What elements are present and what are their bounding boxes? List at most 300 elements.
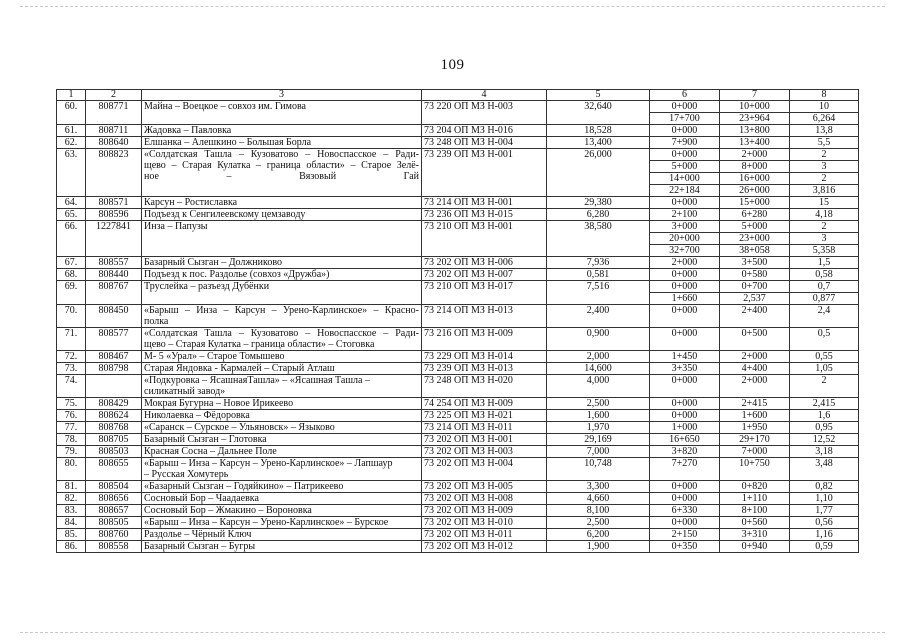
road-id-cell: 73 248 ОП МЗ Н-020 <box>422 375 547 398</box>
section-length-cell <box>790 328 859 351</box>
section-length-cell-line: 2,4 <box>817 305 831 316</box>
road-id-cell: 73 210 ОП МЗ Н-017 <box>422 281 547 305</box>
road-name-cell-line: Елшанка – Алешкино – Большая Борла <box>144 137 312 148</box>
road-name-cell-line: Красная Сосна – Дальнее Поле <box>144 446 277 457</box>
km-end-cell <box>720 410 790 422</box>
length-cell: 0,581 <box>547 269 650 281</box>
road-id-cell: 73 204 ОП МЗ Н-016 <box>422 125 547 137</box>
road-name-cell-line: Раздолье – Чёрный Ключ <box>144 529 252 540</box>
road-id-cell: 73 214 ОП МЗ Н-001 <box>422 197 547 209</box>
km-end-cell-line: 1+600 <box>741 410 768 421</box>
section-length-cell-line: 10 <box>819 101 829 112</box>
section-length-cell <box>790 434 859 446</box>
road-name-cell-line: Сосновый Бор – Чаадаевка <box>144 493 259 504</box>
length-cell: 14,600 <box>547 363 650 375</box>
road-code-cell: 808504 <box>86 481 142 493</box>
section-length-cell <box>790 422 859 434</box>
section-length-cell-line: 1,05 <box>815 363 833 374</box>
km-start-cell-line: 5+000 <box>650 160 719 172</box>
km-start-cell-line: 0+000 <box>671 101 698 112</box>
road-name-cell-line: «Барыш – Инза – Карсун – Урено-Карлинское» – Красно- <box>144 305 419 316</box>
road-name-cell-line: Базарный Сызган – Должниково <box>144 257 283 268</box>
row-number-cell: 75. <box>57 398 86 410</box>
km-end-cell <box>720 434 790 446</box>
road-name-cell-line <box>144 182 419 193</box>
road-id-cell: 73 225 ОП МЗ Н-021 <box>422 410 547 422</box>
table-row <box>57 269 859 281</box>
km-end-cell <box>720 125 790 137</box>
road-code-cell: 808656 <box>86 493 142 505</box>
row-number-cell: 76. <box>57 410 86 422</box>
road-name-cell-line: «Барыш – Инза – Карсун – Урено-Карлинское» – Бурское <box>144 517 389 528</box>
section-length-cell-line: 4,18 <box>815 209 833 220</box>
column-header: 6 <box>650 90 720 101</box>
km-end-cell <box>720 529 790 541</box>
row-number-cell: 77. <box>57 422 86 434</box>
km-end-cell-line: 0+940 <box>741 541 768 552</box>
road-name-cell-line <box>144 243 419 254</box>
km-start-cell <box>650 149 720 197</box>
row-number-cell: 72. <box>57 351 86 363</box>
km-end-cell-line: 6+280 <box>741 209 768 220</box>
section-length-cell <box>790 351 859 363</box>
section-length-cell-line: 12,52 <box>812 434 836 445</box>
table-row <box>57 305 859 328</box>
km-end-cell-line: 2+415 <box>741 398 768 409</box>
km-start-cell <box>650 305 720 328</box>
section-length-cell <box>790 305 859 328</box>
km-end-cell <box>720 422 790 434</box>
road-code-cell: 808467 <box>86 351 142 363</box>
road-code-cell: 808657 <box>86 505 142 517</box>
road-name-cell-line: полка <box>144 316 169 327</box>
road-name-cell-line: М- 5 «Урал» – Старое Томышево <box>144 351 285 362</box>
table-row <box>57 410 859 422</box>
road-name-cell <box>142 197 422 209</box>
km-end-cell-line: 7+000 <box>741 446 768 457</box>
road-code-cell: 808624 <box>86 410 142 422</box>
table-row <box>57 398 859 410</box>
km-end-cell <box>720 137 790 149</box>
section-length-cell <box>790 481 859 493</box>
road-code-cell: 808767 <box>86 281 142 305</box>
km-end-cell-line: 10+750 <box>739 458 770 469</box>
table-row <box>57 125 859 137</box>
section-length-cell <box>790 149 859 197</box>
column-header: 1 <box>57 90 86 101</box>
km-end-cell-line: 8+000 <box>720 160 789 172</box>
road-name-cell <box>142 125 422 137</box>
road-id-cell: 73 229 ОП МЗ Н-014 <box>422 351 547 363</box>
road-name-cell-line: Майна – Воецкое – совхоз им. Гимова <box>144 101 306 112</box>
road-name-cell <box>142 517 422 529</box>
road-name-cell-line: Подъезд к пос. Раздолье (совхоз «Дружба») <box>144 269 330 280</box>
road-name-cell <box>142 493 422 505</box>
road-id-cell: 73 248 ОП МЗ Н-004 <box>422 137 547 149</box>
section-length-cell <box>790 458 859 481</box>
km-end-cell-line: 2+000 <box>741 149 768 160</box>
length-cell: 2,500 <box>547 398 650 410</box>
section-length-cell-line: 2 <box>821 149 827 160</box>
section-length-cell <box>790 209 859 221</box>
length-cell: 13,400 <box>547 137 650 149</box>
km-start-cell-line: 32+700 <box>650 244 719 256</box>
road-name-cell <box>142 281 422 305</box>
section-length-cell <box>790 446 859 458</box>
road-name-cell-line: «Подкуровка – ЯсашнаяТашла» – «Ясашная Ташла – <box>144 375 370 386</box>
km-end-cell <box>720 458 790 481</box>
section-length-cell <box>790 125 859 137</box>
road-name-cell <box>142 398 422 410</box>
road-code-cell: 808640 <box>86 137 142 149</box>
row-number-cell: 74. <box>57 375 86 398</box>
road-name-cell-line: щево – Старая Кулатка – граница области» – Старое Зелё- <box>144 160 419 171</box>
km-start-cell-line: 3+350 <box>671 363 698 374</box>
row-number-cell: 85. <box>57 529 86 541</box>
road-code-cell: 808655 <box>86 458 142 481</box>
table-row <box>57 197 859 209</box>
scan-edge-top <box>20 6 885 7</box>
road-id-cell: 73 239 ОП МЗ Н-013 <box>422 363 547 375</box>
road-name-cell <box>142 410 422 422</box>
road-code-cell <box>86 375 142 398</box>
table-row <box>57 363 859 375</box>
table-row <box>57 375 859 398</box>
km-start-cell-line: 0+000 <box>671 125 698 136</box>
road-name-cell-line: Базарный Сызган – Глотовка <box>144 434 267 445</box>
row-number-cell: 61. <box>57 125 86 137</box>
table-row <box>57 505 859 517</box>
section-length-cell <box>790 281 859 305</box>
km-end-cell <box>720 101 790 125</box>
km-start-cell-line: 0+000 <box>671 197 698 208</box>
section-length-cell-line: 3,18 <box>815 446 833 457</box>
length-cell: 26,000 <box>547 149 650 197</box>
km-end-cell-line: 10+000 <box>739 101 770 112</box>
section-length-cell <box>790 493 859 505</box>
row-number-cell: 71. <box>57 328 86 351</box>
table-row <box>57 541 859 553</box>
length-cell: 3,300 <box>547 481 650 493</box>
section-length-cell <box>790 505 859 517</box>
km-start-cell <box>650 458 720 481</box>
table-row <box>57 481 859 493</box>
km-end-cell <box>720 209 790 221</box>
road-name-cell-line: Труслейка – разъезд Дубёнки <box>144 281 270 292</box>
road-name-cell-line: «Барыш – Инза – Карсун – Урено-Карлинское» – Лапшаур <box>144 458 393 469</box>
road-code-cell: 808760 <box>86 529 142 541</box>
section-length-cell-line: 13,8 <box>815 125 833 136</box>
km-end-cell <box>720 517 790 529</box>
km-start-cell-line: 0+000 <box>671 149 698 160</box>
length-cell: 1,970 <box>547 422 650 434</box>
km-start-cell-line: 22+184 <box>650 184 719 196</box>
section-length-cell <box>790 529 859 541</box>
road-id-cell: 73 239 ОП МЗ Н-001 <box>422 149 547 197</box>
road-code-cell: 808823 <box>86 149 142 197</box>
km-end-cell-line: 13+800 <box>739 125 770 136</box>
row-number-cell: 80. <box>57 458 86 481</box>
section-length-cell-line: 0,56 <box>815 517 833 528</box>
km-end-cell-line: 8+100 <box>741 505 768 516</box>
section-length-cell-line: 0,55 <box>815 351 833 362</box>
page-number: 109 <box>440 57 465 73</box>
section-length-cell-line: 5,5 <box>817 137 831 148</box>
row-number-cell: 86. <box>57 541 86 553</box>
road-name-cell-line: Николаевка – Фёдоровка <box>144 410 250 421</box>
table-row <box>57 209 859 221</box>
section-length-cell-line: 5,358 <box>790 244 858 256</box>
section-length-cell <box>790 221 859 257</box>
row-number-cell: 83. <box>57 505 86 517</box>
length-cell: 7,000 <box>547 446 650 458</box>
road-code-cell: 808596 <box>86 209 142 221</box>
road-id-cell: 73 214 ОП МЗ Н-011 <box>422 422 547 434</box>
row-number-cell: 64. <box>57 197 86 209</box>
road-code-cell: 808429 <box>86 398 142 410</box>
km-end-cell <box>720 149 790 197</box>
km-end-cell-line: 29+170 <box>739 434 770 445</box>
section-length-cell-line: 1,77 <box>815 505 833 516</box>
km-start-cell <box>650 257 720 269</box>
road-name-cell-line: щево – Старая Кулатка – граница области» – Стоговка <box>144 339 375 350</box>
road-code-cell: 808505 <box>86 517 142 529</box>
km-end-cell-line: 1+950 <box>741 422 768 433</box>
road-name-cell <box>142 137 422 149</box>
km-start-cell-line: 1+000 <box>671 422 698 433</box>
table-row <box>57 257 859 269</box>
km-start-cell <box>650 221 720 257</box>
road-code-cell: 808771 <box>86 101 142 125</box>
km-end-cell <box>720 493 790 505</box>
km-start-cell <box>650 197 720 209</box>
row-number-cell: 69. <box>57 281 86 305</box>
table-row <box>57 328 859 351</box>
road-code-cell: 808571 <box>86 197 142 209</box>
km-end-cell <box>720 505 790 517</box>
row-number-cell: 81. <box>57 481 86 493</box>
km-end-cell <box>720 221 790 257</box>
section-length-cell-line: 0,7 <box>817 281 831 292</box>
km-end-cell <box>720 446 790 458</box>
km-start-cell <box>650 375 720 398</box>
km-start-cell-line: 7+270 <box>671 458 698 469</box>
km-start-cell-line: 0+000 <box>671 398 698 409</box>
section-length-cell <box>790 375 859 398</box>
road-name-cell-line: Базарный Сызган – Бугры <box>144 541 256 552</box>
road-name-cell-line: «Базарный Сызган – Годяйкино» – Патрикеево <box>144 481 344 492</box>
km-end-cell-line: 2,537 <box>720 292 789 304</box>
road-id-cell: 73 202 ОП МЗ Н-012 <box>422 541 547 553</box>
km-end-cell-line: 0+820 <box>741 481 768 492</box>
road-name-cell-line: – Русская Хомутерь <box>144 469 229 480</box>
km-end-cell <box>720 197 790 209</box>
table-row <box>57 101 859 125</box>
km-start-cell-line: 1+450 <box>671 351 698 362</box>
road-id-cell: 73 202 ОП МЗ Н-001 <box>422 434 547 446</box>
km-start-cell-line: 1+660 <box>650 292 719 304</box>
section-length-cell-line: 1,10 <box>815 493 833 504</box>
row-number-cell: 68. <box>57 269 86 281</box>
km-end-cell-line: 16+000 <box>720 172 789 184</box>
length-cell: 1,900 <box>547 541 650 553</box>
road-name-cell-line <box>144 232 419 243</box>
section-length-cell-line: 2,415 <box>812 398 836 409</box>
length-cell: 38,580 <box>547 221 650 257</box>
road-name-cell-line <box>144 292 419 303</box>
road-name-cell <box>142 529 422 541</box>
length-cell: 2,500 <box>547 517 650 529</box>
km-start-cell <box>650 446 720 458</box>
road-name-cell-line: ное – Вязовый Гай <box>144 171 419 182</box>
km-end-cell-line: 4+400 <box>741 363 768 374</box>
row-number-cell: 79. <box>57 446 86 458</box>
km-end-cell-line: 3+310 <box>741 529 768 540</box>
km-end-cell <box>720 257 790 269</box>
road-name-cell <box>142 458 422 481</box>
table-row <box>57 422 859 434</box>
length-cell: 32,640 <box>547 101 650 125</box>
row-number-cell: 63. <box>57 149 86 197</box>
column-header: 4 <box>422 90 547 101</box>
row-number-cell: 66. <box>57 221 86 257</box>
road-name-cell <box>142 375 422 398</box>
section-length-cell-line: 1,5 <box>817 257 831 268</box>
section-length-cell-line: 15 <box>819 197 829 208</box>
column-header: 5 <box>547 90 650 101</box>
section-length-cell-line: 0,59 <box>815 541 833 552</box>
length-cell: 10,748 <box>547 458 650 481</box>
row-number-cell: 62. <box>57 137 86 149</box>
km-start-cell-line: 2+000 <box>671 257 698 268</box>
section-length-cell <box>790 197 859 209</box>
section-length-cell <box>790 137 859 149</box>
km-start-cell-line: 2+100 <box>671 209 698 220</box>
road-code-cell: 808440 <box>86 269 142 281</box>
section-length-cell-line: 0,82 <box>815 481 833 492</box>
km-start-cell-line: 6+330 <box>671 505 698 516</box>
length-cell: 29,169 <box>547 434 650 446</box>
road-id-cell: 73 202 ОП МЗ Н-009 <box>422 505 547 517</box>
road-name-cell <box>142 101 422 125</box>
length-cell: 18,528 <box>547 125 650 137</box>
section-length-cell <box>790 363 859 375</box>
length-cell: 4,660 <box>547 493 650 505</box>
km-end-cell <box>720 375 790 398</box>
column-header: 7 <box>720 90 790 101</box>
length-cell: 7,936 <box>547 257 650 269</box>
road-code-cell: 808705 <box>86 434 142 446</box>
km-start-cell <box>650 422 720 434</box>
km-end-cell-line: 0+500 <box>741 328 768 339</box>
road-id-cell: 73 216 ОП МЗ Н-009 <box>422 328 547 351</box>
column-header: 8 <box>790 90 859 101</box>
length-cell: 6,280 <box>547 209 650 221</box>
length-cell: 7,516 <box>547 281 650 305</box>
road-code-cell: 808450 <box>86 305 142 328</box>
road-name-cell-line: Карсун – Ростиславка <box>144 197 238 208</box>
road-id-cell: 73 202 ОП МЗ Н-010 <box>422 517 547 529</box>
length-cell: 2,000 <box>547 351 650 363</box>
road-registry-table <box>56 89 859 553</box>
table-row <box>57 493 859 505</box>
table-row <box>57 446 859 458</box>
km-start-cell-line: 0+000 <box>671 328 698 339</box>
km-end-cell <box>720 398 790 410</box>
road-name-cell <box>142 422 422 434</box>
section-length-cell-line: 2 <box>790 172 858 184</box>
km-start-cell-line: 3+820 <box>671 446 698 457</box>
road-name-cell-line: Инза – Папузы <box>144 221 208 232</box>
km-start-cell <box>650 398 720 410</box>
km-start-cell <box>650 481 720 493</box>
section-length-cell-line: 1,6 <box>817 410 831 421</box>
road-id-cell: 74 254 ОП МЗ Н-009 <box>422 398 547 410</box>
km-end-cell-line: 0+580 <box>741 269 768 280</box>
road-id-cell: 73 202 ОП МЗ Н-011 <box>422 529 547 541</box>
km-start-cell-line: 17+700 <box>650 112 719 124</box>
road-name-cell <box>142 209 422 221</box>
km-start-cell <box>650 281 720 305</box>
km-start-cell <box>650 363 720 375</box>
km-end-cell <box>720 305 790 328</box>
length-cell: 4,000 <box>547 375 650 398</box>
km-start-cell-line: 0+000 <box>671 281 698 292</box>
length-cell: 0,900 <box>547 328 650 351</box>
km-end-cell-line: 0+700 <box>741 281 768 292</box>
table-row <box>57 529 859 541</box>
km-end-cell <box>720 481 790 493</box>
km-end-cell <box>720 281 790 305</box>
road-name-cell <box>142 363 422 375</box>
row-number-cell: 65. <box>57 209 86 221</box>
table-row <box>57 458 859 481</box>
km-end-cell-line: 2+000 <box>741 375 768 386</box>
km-end-cell-line: 0+560 <box>741 517 768 528</box>
km-start-cell-line: 0+000 <box>671 410 698 421</box>
km-start-cell <box>650 493 720 505</box>
road-id-cell: 73 220 ОП МЗ Н-003 <box>422 101 547 125</box>
section-length-cell-line: 6,264 <box>790 112 858 124</box>
road-name-cell <box>142 505 422 517</box>
km-end-cell-line: 5+000 <box>741 221 768 232</box>
road-code-cell: 1227841 <box>86 221 142 257</box>
km-start-cell <box>650 505 720 517</box>
km-start-cell <box>650 137 720 149</box>
km-end-cell <box>720 269 790 281</box>
road-code-cell: 808711 <box>86 125 142 137</box>
section-length-cell <box>790 398 859 410</box>
km-start-cell <box>650 541 720 553</box>
row-number-cell: 60. <box>57 101 86 125</box>
section-length-cell <box>790 410 859 422</box>
km-end-cell-line: 2+000 <box>741 351 768 362</box>
road-id-cell: 73 202 ОП МЗ Н-007 <box>422 269 547 281</box>
km-start-cell-line: 2+150 <box>671 529 698 540</box>
road-code-cell: 808798 <box>86 363 142 375</box>
section-length-cell <box>790 101 859 125</box>
road-name-cell <box>142 257 422 269</box>
km-end-cell-line: 15+000 <box>739 197 770 208</box>
road-name-cell-line: Жадовка – Павловка <box>144 125 232 136</box>
road-name-cell <box>142 328 422 351</box>
km-start-cell-line: 0+000 <box>671 517 698 528</box>
row-number-cell: 73. <box>57 363 86 375</box>
km-start-cell <box>650 328 720 351</box>
section-length-cell-line: 3 <box>790 232 858 244</box>
km-start-cell-line: 16+650 <box>669 434 700 445</box>
km-end-cell-line: 3+500 <box>741 257 768 268</box>
